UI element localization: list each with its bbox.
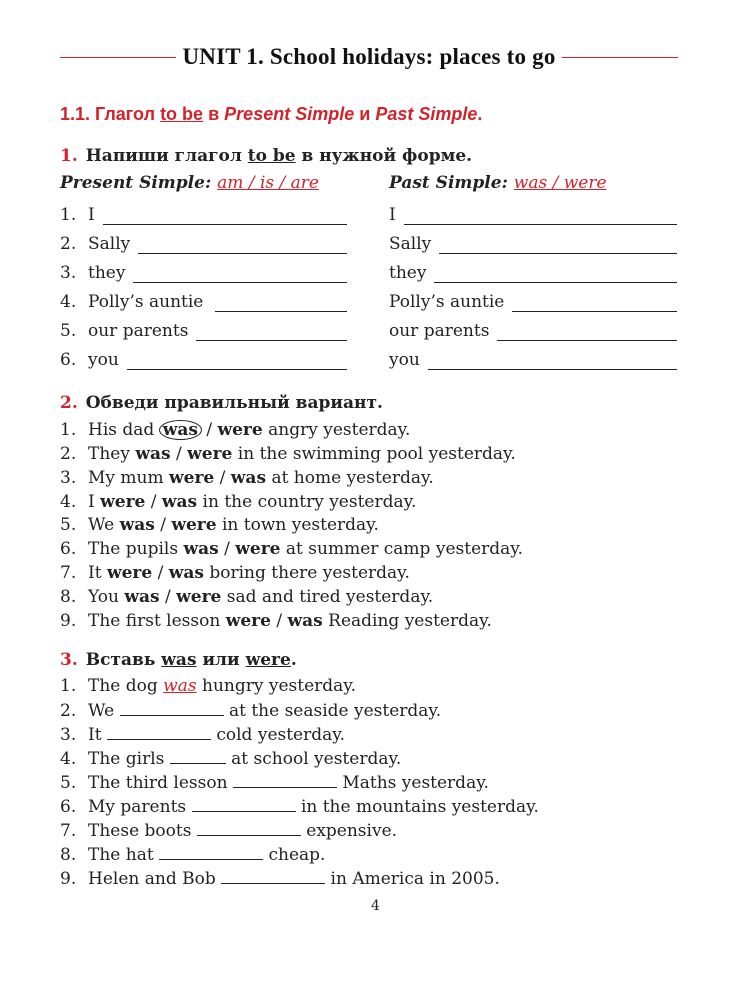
item-number: 1. — [60, 205, 77, 225]
ex3-item — [60, 795, 539, 818]
sentence-end: cheap. — [268, 845, 326, 865]
option-separator: / — [219, 468, 226, 488]
section-number: 1.1. — [60, 104, 91, 124]
ex1-row-left — [60, 344, 347, 370]
ex1-row-left — [60, 228, 347, 254]
option-a[interactable]: were — [169, 468, 215, 488]
option-a[interactable]: were — [225, 611, 271, 631]
page-number: 4 — [371, 898, 380, 914]
item-number: 1. — [60, 676, 77, 696]
sentence-end: in the mountains yesterday. — [300, 797, 539, 817]
option-b[interactable]: was — [161, 492, 198, 512]
section-word: в — [208, 104, 220, 124]
answer-blank[interactable] — [107, 723, 211, 740]
answer-blank[interactable] — [192, 795, 296, 812]
item-number: 6. — [60, 539, 77, 559]
sentence-start: The hat — [88, 845, 154, 865]
answer-blank[interactable] — [439, 235, 677, 254]
ex3-item — [60, 747, 401, 770]
answer-blank[interactable] — [404, 206, 677, 225]
ex2-item — [60, 538, 523, 560]
item-number: 8. — [60, 587, 77, 607]
past-simple-column-header — [389, 173, 607, 193]
section-past-simple: Past Simple — [375, 104, 478, 124]
sentence-end: sad and tired yesterday. — [226, 587, 434, 607]
answer-blank[interactable] — [159, 843, 263, 860]
instruction-word: were — [245, 650, 291, 670]
option-a[interactable]: were — [106, 563, 153, 583]
answer-blank[interactable] — [138, 235, 347, 254]
exercise-1-heading — [60, 146, 472, 166]
sentence-end: expensive. — [306, 821, 398, 841]
sentence-start: You — [88, 587, 119, 607]
sentence-start: These boots — [88, 821, 192, 841]
sentence-end: cold yesterday. — [216, 725, 346, 745]
column-label: Present Simple: — [60, 173, 212, 193]
option-a[interactable]: was — [124, 587, 160, 607]
option-b[interactable]: was — [230, 468, 267, 488]
subject-text: Sally — [389, 234, 432, 254]
ex3-item — [60, 723, 345, 746]
item-number: 3. — [60, 725, 77, 745]
option-separator: / — [206, 420, 213, 440]
sentence-start: The girls — [88, 749, 165, 769]
ex2-item — [60, 443, 516, 465]
ex3-item — [60, 819, 397, 842]
item-number: 7. — [60, 563, 77, 583]
option-separator: / — [224, 539, 230, 559]
section-word: и — [359, 104, 371, 124]
ex1-row-right — [389, 228, 677, 254]
item-number: 1. — [60, 420, 77, 440]
section-period: . — [477, 104, 483, 124]
sentence-end: in town yesterday. — [221, 515, 379, 535]
column-forms: am / is / are — [217, 173, 319, 193]
subject-text: you — [389, 350, 420, 370]
subject-text: Polly’s auntie — [389, 292, 505, 312]
ex1-row-left — [60, 315, 347, 341]
section-word: Глагол — [95, 104, 156, 124]
unit-title-row — [60, 40, 678, 74]
sentence-start: The dog — [88, 676, 158, 696]
ex3-item — [60, 867, 500, 890]
sentence-end: in America in 2005. — [330, 869, 500, 889]
option-a[interactable]: were — [100, 492, 146, 512]
item-number: 4. — [60, 492, 77, 512]
ex1-row-right — [389, 257, 677, 283]
sentence-start: Helen and Bob — [88, 869, 216, 889]
ex3-item — [60, 843, 325, 866]
option-separator: / — [176, 444, 182, 464]
sentence-start: His dad — [88, 420, 155, 440]
option-a-circled[interactable]: was — [159, 420, 202, 440]
ex2-item — [60, 514, 379, 536]
item-number: 6. — [60, 797, 77, 817]
sentence-start: The first lesson — [88, 611, 221, 631]
exercise-number: 2. — [60, 393, 78, 413]
option-separator: / — [164, 587, 171, 607]
section-verb: to be — [160, 104, 204, 124]
item-number: 6. — [60, 350, 77, 370]
option-b[interactable]: were — [171, 515, 217, 535]
example-answer: was — [163, 676, 197, 696]
sentence-start: They — [88, 444, 130, 464]
unit-title: UNIT 1. School holidays: places to go — [182, 44, 556, 69]
subject-text: they — [389, 263, 427, 283]
instruction-text: Напиши глагол — [85, 146, 242, 166]
ex3-item — [60, 699, 441, 722]
ex1-row-right — [389, 315, 677, 341]
item-number: 2. — [60, 701, 77, 721]
sentence-start: We — [88, 515, 115, 535]
ex2-item — [60, 610, 492, 632]
item-number: 5. — [60, 515, 77, 535]
instruction-text: Обведи правильный вариант. — [85, 393, 383, 413]
option-a[interactable]: was — [135, 444, 171, 464]
ex3-item — [60, 771, 489, 794]
sentence-start: It — [88, 725, 102, 745]
option-b[interactable]: was — [168, 563, 204, 583]
ex2-item — [60, 491, 416, 513]
ex1-row-right — [389, 286, 677, 312]
instruction-word: was — [161, 650, 197, 670]
item-number: 8. — [60, 845, 77, 865]
ex2-item — [60, 562, 410, 584]
sentence-end: at the seaside yesterday. — [228, 701, 442, 721]
subject-text: our parents — [389, 321, 490, 341]
instruction-text: в нужной форме. — [301, 146, 473, 166]
answer-blank[interactable] — [215, 293, 347, 312]
answer-blank[interactable] — [434, 264, 677, 283]
subject-text: they — [88, 263, 126, 283]
answer-blank[interactable] — [512, 293, 677, 312]
option-separator: / — [150, 492, 157, 512]
item-number: 4. — [60, 292, 77, 312]
column-label: Past Simple: — [389, 173, 508, 193]
exercise-number: 3. — [60, 650, 78, 670]
option-separator: / — [276, 611, 283, 631]
sentence-end: in the country yesterday. — [202, 492, 417, 512]
exercise-number: 1. — [60, 146, 78, 166]
instruction-verb: to be — [247, 146, 296, 166]
ex1-row-left — [60, 286, 347, 312]
ex2-item — [60, 419, 410, 441]
subject-text: our parents — [88, 321, 189, 341]
item-number: 9. — [60, 869, 77, 889]
item-number: 3. — [60, 263, 77, 283]
answer-blank[interactable] — [497, 322, 677, 341]
item-number: 5. — [60, 321, 77, 341]
sentence-end: Maths yesterday. — [342, 773, 489, 793]
option-b[interactable]: were — [217, 420, 263, 440]
title-rule-right — [562, 57, 678, 58]
subject-text: Polly’s auntie — [88, 292, 204, 312]
item-number: 4. — [60, 749, 77, 769]
present-simple-column-header — [60, 173, 319, 193]
sentence-end: at school yesterday. — [231, 749, 402, 769]
sentence-start: The pupils — [88, 539, 179, 559]
option-b[interactable]: were — [176, 587, 222, 607]
sentence-start: My parents — [88, 797, 187, 817]
option-b[interactable]: were — [187, 444, 233, 464]
sentence-start: The third lesson — [88, 773, 228, 793]
sentence-start: It — [88, 563, 102, 583]
sentence-end: Reading yesterday. — [328, 611, 492, 631]
item-number: 3. — [60, 468, 77, 488]
answer-blank[interactable] — [197, 819, 301, 836]
option-b[interactable]: were — [235, 539, 281, 559]
instruction-text: Вставь — [85, 650, 156, 670]
subject-text: Sally — [88, 234, 131, 254]
answer-blank[interactable] — [221, 867, 325, 884]
sentence-start: I — [88, 492, 95, 512]
sentence-end: in the swimming pool yesterday. — [237, 444, 516, 464]
ex2-item — [60, 467, 434, 489]
answer-blank[interactable] — [120, 699, 224, 716]
section-heading — [60, 104, 482, 125]
item-number: 2. — [60, 444, 77, 464]
title-rule-left — [60, 57, 176, 58]
answer-blank[interactable] — [428, 351, 677, 370]
subject-text: I — [88, 205, 95, 225]
sentence-end: boring there yesterday. — [209, 563, 410, 583]
answer-blank[interactable] — [103, 206, 347, 225]
answer-blank[interactable] — [196, 322, 347, 341]
sentence-end: angry yesterday. — [268, 420, 411, 440]
option-separator: / — [160, 515, 166, 535]
sentence-start: My mum — [88, 468, 164, 488]
exercise-3-heading — [60, 650, 297, 670]
option-separator: / — [157, 563, 164, 583]
answer-blank[interactable] — [233, 771, 337, 788]
answer-blank[interactable] — [127, 351, 347, 370]
sentence-start: We — [88, 701, 115, 721]
item-number: 2. — [60, 234, 77, 254]
item-number: 9. — [60, 611, 77, 631]
item-number: 7. — [60, 821, 77, 841]
subject-text: I — [389, 205, 396, 225]
ex1-row-left — [60, 199, 347, 225]
ex1-row-right — [389, 199, 677, 225]
column-forms: was / were — [513, 173, 607, 193]
ex2-item — [60, 586, 433, 608]
subject-text: you — [88, 350, 119, 370]
sentence-end: hungry yesterday. — [202, 676, 357, 696]
sentence-end: at summer camp yesterday. — [285, 539, 524, 559]
option-a[interactable]: was — [183, 539, 219, 559]
ex1-row-right — [389, 344, 677, 370]
ex3-item — [60, 675, 356, 697]
option-a[interactable]: was — [119, 515, 155, 535]
option-b[interactable]: was — [287, 611, 323, 631]
instruction-text: или — [202, 650, 240, 670]
item-number: 5. — [60, 773, 77, 793]
answer-blank[interactable] — [133, 264, 347, 283]
section-present-simple: Present Simple — [224, 104, 355, 124]
sentence-end: at home yesterday. — [271, 468, 434, 488]
answer-blank[interactable] — [170, 747, 226, 764]
instruction-period: . — [290, 650, 297, 670]
ex1-row-left — [60, 257, 347, 283]
exercise-2-heading — [60, 393, 383, 413]
